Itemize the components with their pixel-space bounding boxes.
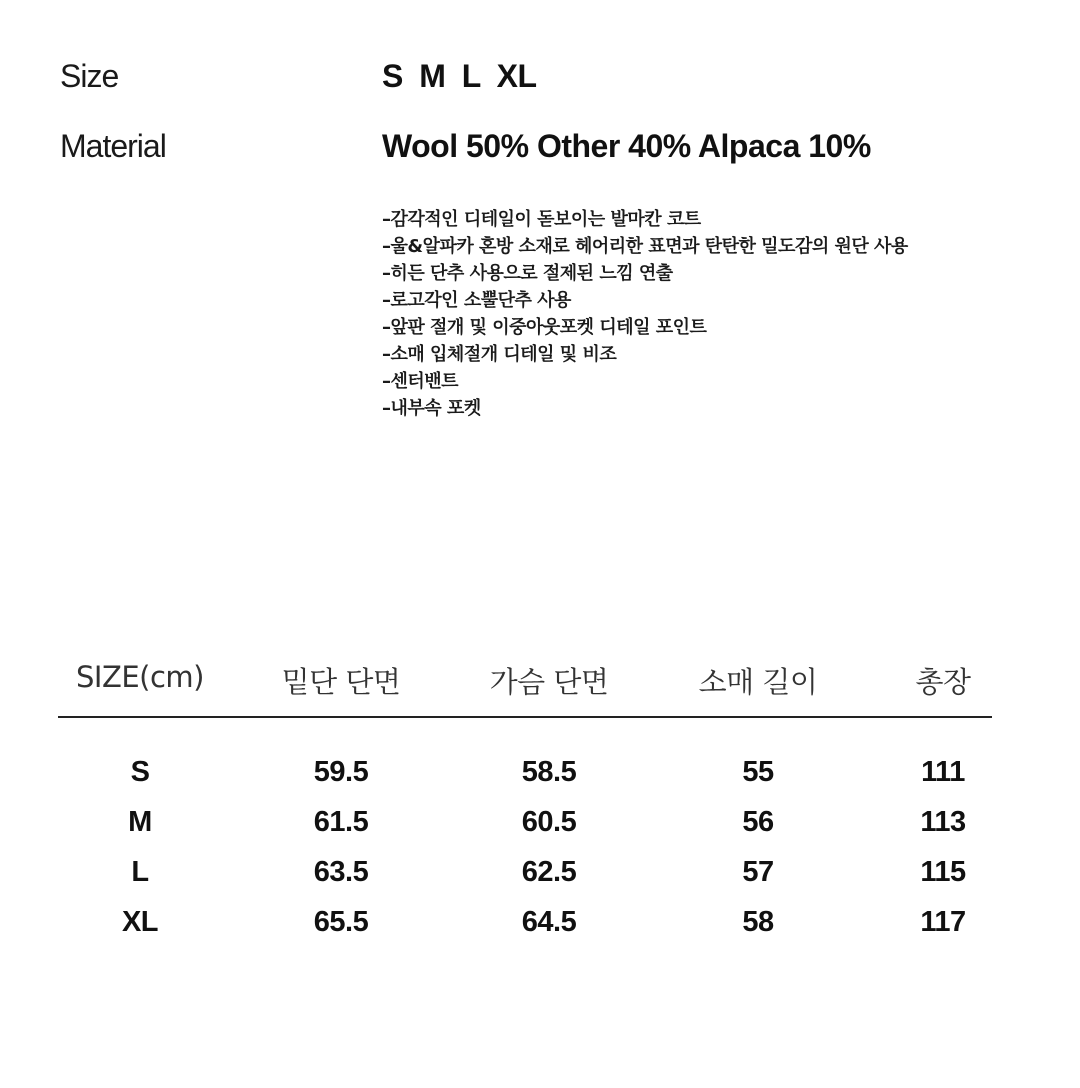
table-cell: 55 [742,756,774,788]
header-sleeve-length: 소매 길이 [698,665,818,699]
detail-item: –감각적인 디테일이 돋보이는 발마칸 코트 [382,209,701,230]
table-body [58,718,992,938]
table-row [58,756,992,806]
table-cell: 117 [920,906,966,938]
detail-item: –내부속 포켓 [382,398,481,419]
size-label: Size [60,58,119,94]
table-row [58,856,992,906]
table-cell: 65.5 [313,906,369,938]
detail-item: –로고각인 소뿔단추 사용 [382,290,571,311]
header-size: SIZE(cm) [76,660,204,694]
detail-item: –소매 입체절개 디테일 및 비조 [382,344,617,365]
material-label: Material [60,128,166,164]
header-chest-width: 가슴 단면 [489,665,609,699]
table-cell: 64.5 [521,906,577,938]
table-cell: 58.5 [521,756,577,788]
detail-item: –울&알파카 혼방 소재로 헤어리한 표면과 탄탄한 밀도감의 원단 사용 [382,236,908,257]
detail-item: –센터밴트 [382,371,459,392]
table-row [58,906,992,956]
table-cell: M [128,806,152,838]
table-cell: L [131,856,149,888]
table-cell: 115 [920,856,966,888]
table-cell: 113 [920,806,966,838]
table-cell: 61.5 [313,806,369,838]
table-cell: XL [121,906,159,938]
header-total-length: 총장 [915,665,971,699]
table-cell: 57 [742,856,774,888]
table-header [58,650,992,718]
size-table [58,650,992,938]
table-cell: 111 [921,756,965,788]
table-cell: S [130,756,150,788]
detail-item: –히든 단추 사용으로 절제된 느낌 연출 [382,263,673,284]
size-value: S M L XL [382,58,537,94]
detail-item: –앞판 절개 및 이중아웃포켓 디테일 포인트 [382,317,707,338]
table-cell: 56 [742,806,774,838]
header-hem-width: 밑단 단면 [281,665,401,699]
table-cell: 59.5 [313,756,369,788]
table-row [58,806,992,856]
material-value: Wool 50% Other 40% Alpaca 10% [382,128,871,164]
table-cell: 60.5 [521,806,577,838]
table-cell: 58 [742,906,774,938]
detail-list [382,206,908,422]
table-cell: 62.5 [521,856,577,888]
table-cell: 63.5 [313,856,369,888]
